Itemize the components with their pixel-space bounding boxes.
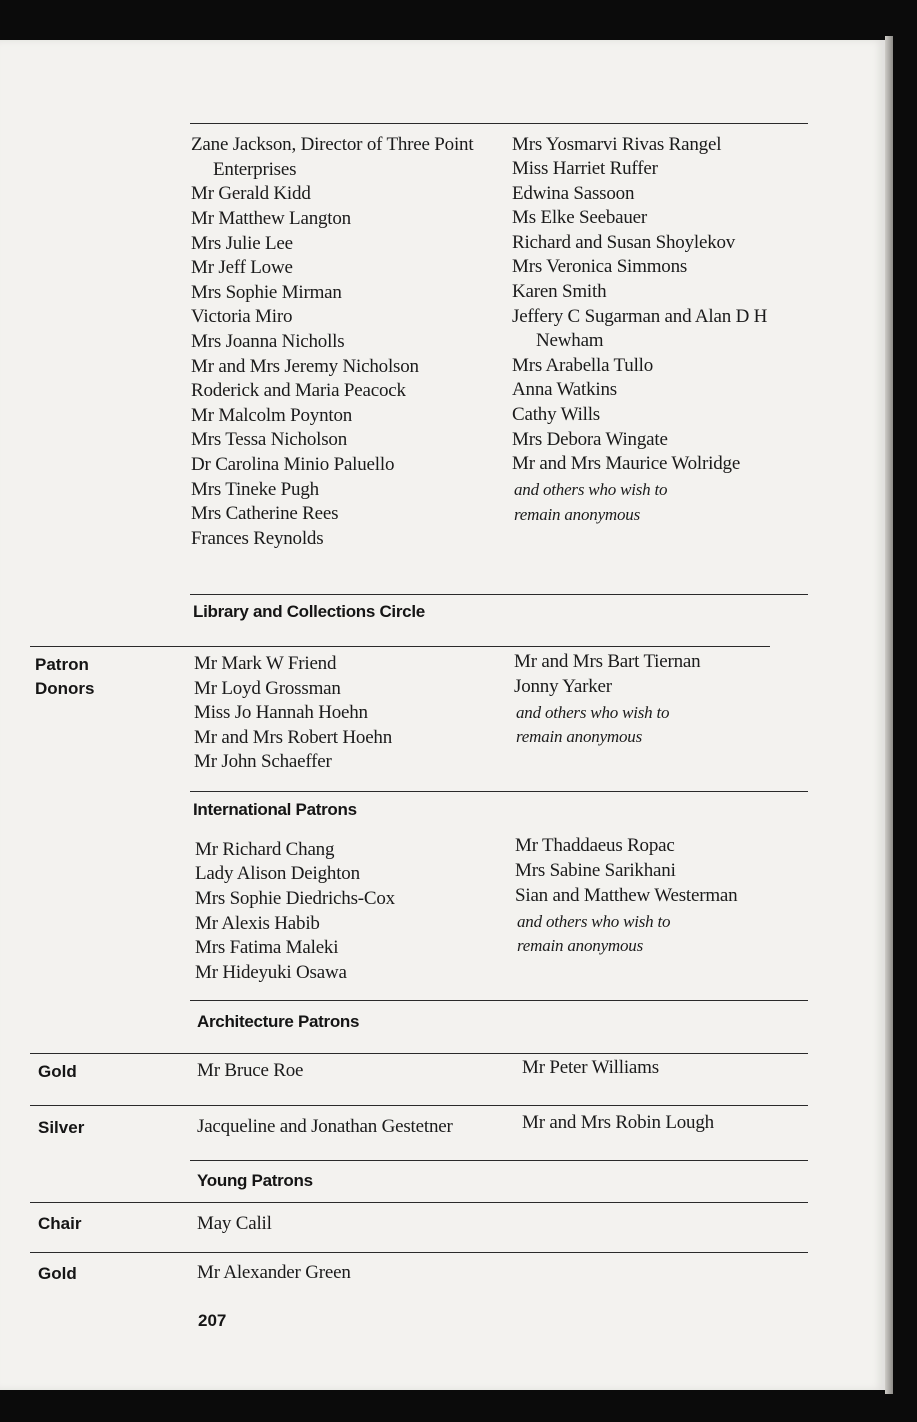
donor-name: Mr and Mrs Robert Hoehn bbox=[194, 727, 393, 748]
donor-name: Mr Richard Chang bbox=[195, 839, 335, 860]
donor-name: Mr Malcolm Poynton bbox=[191, 405, 353, 426]
donor-name: Jacqueline and Jonathan Gestetner bbox=[197, 1116, 453, 1137]
donor-name: Mr Matthew Langton bbox=[191, 208, 351, 229]
divider bbox=[190, 1000, 808, 1001]
divider bbox=[30, 646, 770, 647]
donor-name: Mr Jeff Lowe bbox=[191, 257, 293, 278]
donor-name: Anna Watkins bbox=[512, 379, 617, 400]
donor-name: Mrs Sophie Mirman bbox=[191, 282, 342, 303]
donor-name: Sian and Matthew Westerman bbox=[515, 885, 738, 906]
divider bbox=[30, 1252, 808, 1253]
donor-name: Mr John Schaeffer bbox=[194, 751, 332, 772]
donor-name: Karen Smith bbox=[512, 281, 607, 302]
donor-name: Mr Bruce Roe bbox=[197, 1060, 304, 1081]
donor-name: Mrs Debora Wingate bbox=[512, 429, 668, 450]
donor-name: Mr Alexis Habib bbox=[195, 913, 320, 934]
donor-name: Mr Loyd Grossman bbox=[194, 678, 341, 699]
tier-label: Gold bbox=[38, 1062, 77, 1081]
donor-name: Mrs Arabella Tullo bbox=[512, 355, 654, 376]
donor-name: Mrs Fatima Maleki bbox=[195, 937, 339, 958]
anonymous-note: remain anonymous bbox=[517, 936, 644, 955]
donor-name: Mrs Tessa Nicholson bbox=[191, 429, 348, 450]
tier-label: Silver bbox=[38, 1118, 85, 1137]
donor-name: Ms Elke Seebauer bbox=[512, 207, 648, 228]
donor-name: Mr and Mrs Jeremy Nicholson bbox=[191, 356, 419, 377]
page-number: 207 bbox=[198, 1311, 227, 1330]
divider bbox=[190, 123, 808, 124]
donor-name: May Calil bbox=[197, 1213, 272, 1234]
section-heading: Library and Collections Circle bbox=[193, 602, 425, 621]
donor-name: Mrs Veronica Simmons bbox=[512, 256, 688, 277]
donor-name: Mr Hideyuki Osawa bbox=[195, 962, 347, 983]
divider bbox=[30, 1202, 808, 1203]
divider bbox=[30, 1105, 808, 1106]
divider bbox=[190, 791, 808, 792]
anonymous-note: remain anonymous bbox=[514, 505, 641, 524]
donor-name: Jonny Yarker bbox=[514, 676, 612, 697]
tier-label: Chair bbox=[38, 1214, 82, 1233]
anonymous-note: and others who wish to bbox=[517, 912, 671, 931]
donor-name: Jeffery C Sugarman and Alan D H bbox=[512, 306, 768, 327]
donor-name: Mr Alexander Green bbox=[197, 1262, 351, 1283]
anonymous-note: and others who wish to bbox=[514, 480, 668, 499]
donor-name: Mr and Mrs Robin Lough bbox=[522, 1112, 714, 1133]
donor-name: Roderick and Maria Peacock bbox=[191, 380, 406, 401]
section-heading: Architecture Patrons bbox=[197, 1012, 360, 1031]
tier-label: Patron bbox=[35, 655, 89, 674]
donor-name: Mrs Catherine Rees bbox=[191, 503, 339, 524]
donor-name: Mrs Joanna Nicholls bbox=[191, 331, 345, 352]
anonymous-note: remain anonymous bbox=[516, 727, 643, 746]
donor-name: Mr Mark W Friend bbox=[194, 653, 337, 674]
section-heading: Young Patrons bbox=[197, 1171, 313, 1190]
donor-name: Mr Gerald Kidd bbox=[191, 183, 311, 204]
donor-name: Mr Thaddaeus Ropac bbox=[515, 835, 675, 856]
donor-name: Miss Jo Hannah Hoehn bbox=[194, 702, 368, 723]
divider bbox=[30, 1053, 808, 1054]
donor-name: Mrs Sophie Diedrichs-Cox bbox=[195, 888, 395, 909]
donor-name: Mrs Tineke Pugh bbox=[191, 479, 319, 500]
divider bbox=[190, 1160, 808, 1161]
donor-name: Mrs Julie Lee bbox=[191, 233, 293, 254]
donor-name: Lady Alison Deighton bbox=[195, 863, 360, 884]
donor-name: Mr Peter Williams bbox=[522, 1057, 659, 1078]
donor-name: Edwina Sassoon bbox=[512, 183, 635, 204]
donor-name: Mr and Mrs Bart Tiernan bbox=[514, 651, 701, 672]
donor-name: Mr and Mrs Maurice Wolridge bbox=[512, 453, 741, 474]
donor-name: Enterprises bbox=[213, 159, 297, 180]
donor-name: Miss Harriet Ruffer bbox=[512, 158, 658, 179]
donor-name: Dr Carolina Minio Paluello bbox=[191, 454, 395, 475]
book-page bbox=[0, 40, 885, 1390]
donor-name: Newham bbox=[536, 330, 604, 351]
divider bbox=[190, 594, 808, 595]
donor-name: Richard and Susan Shoylekov bbox=[512, 232, 736, 253]
tier-label: Donors bbox=[35, 679, 95, 698]
donor-name: Cathy Wills bbox=[512, 404, 600, 425]
donor-name: Victoria Miro bbox=[191, 306, 293, 327]
anonymous-note: and others who wish to bbox=[516, 703, 670, 722]
donor-name: Zane Jackson, Director of Three Point bbox=[191, 134, 474, 155]
donor-name: Frances Reynolds bbox=[191, 528, 324, 549]
donor-name: Mrs Sabine Sarikhani bbox=[515, 860, 676, 881]
tier-label: Gold bbox=[38, 1264, 77, 1283]
donor-name: Mrs Yosmarvi Rivas Rangel bbox=[512, 134, 722, 155]
page-edge bbox=[885, 36, 893, 1394]
section-heading: International Patrons bbox=[193, 800, 357, 819]
